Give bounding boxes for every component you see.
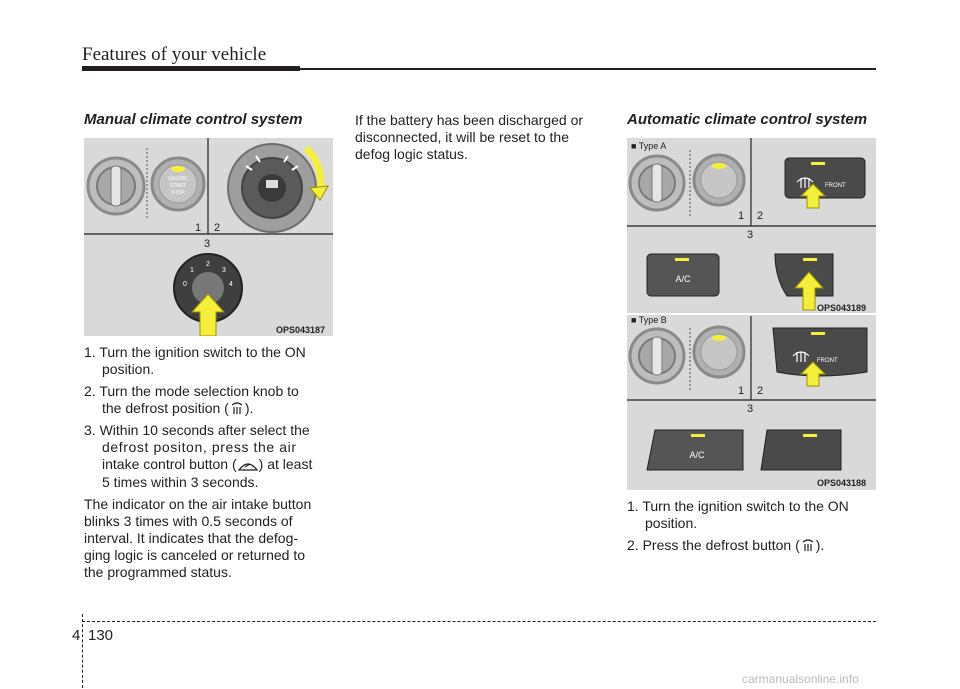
svg-text:FRONT: FRONT (825, 183, 846, 189)
svg-text:A/C: A/C (675, 274, 691, 284)
svg-text:A/C: A/C (689, 450, 705, 460)
manual-step-1-cont: position. (102, 361, 155, 377)
manual-note-line-3: interval. It indicates that the defog- (84, 529, 299, 546)
svg-text:0: 0 (183, 281, 187, 288)
battery-note-line-1: If the battery has been discharged or (355, 112, 584, 128)
auto-step-1-cont: position. (645, 515, 698, 531)
air-intake-button-icon (761, 430, 841, 470)
footer-vertical-rule (82, 614, 83, 688)
svg-text:STOP: STOP (171, 190, 185, 196)
manual-step-2-end: ). (244, 400, 254, 416)
defrost-icon (800, 538, 816, 554)
manual-climate-heading: Manual climate control system (84, 111, 303, 128)
svg-text:3: 3 (222, 267, 226, 274)
ac-button-icon (647, 254, 719, 296)
battery-note-line-2: disconnected, it will be reset to the (355, 129, 570, 145)
header-rule-thick (82, 66, 300, 71)
manual-step-3-end: ) at least (258, 456, 313, 473)
figure-label-2: 2 (757, 210, 764, 222)
auto-step-2-line (627, 537, 879, 554)
automatic-climate-heading: Automatic climate control system (627, 111, 868, 128)
auto-step-1: 1. Turn the ignition switch to the ON (627, 498, 849, 514)
front-defrost-button-icon (785, 158, 865, 198)
manual-step-2-cont: the defrost position ( (102, 400, 229, 416)
svg-text:4: 4 (229, 281, 233, 288)
manual-step-3-cont2: intake control button ( (102, 456, 237, 473)
footer-rule (82, 621, 876, 622)
header-rule-thin (300, 68, 876, 70)
defrost-icon (229, 401, 245, 417)
type-a-label: ■ Type A (631, 141, 667, 151)
battery-note-line-3: defog logic status. (355, 146, 468, 162)
ignition-key-icon (88, 158, 144, 214)
watermark: carmanualsonline.info (742, 672, 859, 686)
manual-climate-figure (84, 138, 333, 336)
automatic-climate-illustration (627, 138, 876, 490)
automatic-steps (627, 498, 879, 554)
engine-start-button-icon (694, 155, 744, 205)
svg-text:START: START (170, 183, 186, 189)
manual-step-3-cont: defrost positon, press the air (102, 439, 297, 456)
page-number: 130 (88, 627, 114, 644)
manual-note-line-2: blinks 3 times with 0.5 seconds of (84, 512, 293, 529)
engine-start-button-icon (152, 158, 204, 210)
figure-label-3: 3 (204, 238, 211, 250)
page-header-title: Features of your vehicle (82, 44, 267, 65)
battery-note (355, 112, 607, 163)
engine-start-button-icon (694, 327, 744, 377)
ignition-key-icon (630, 156, 684, 210)
manual-note-line-5: the programmed status. (84, 563, 232, 580)
svg-text:ENGINE: ENGINE (168, 176, 188, 182)
ac-button-icon (647, 430, 743, 470)
figure-code-b: OPS043188 (817, 478, 867, 488)
manual-note-line-1: The indicator on the air intake button (84, 495, 312, 512)
figure-label-1: 1 (738, 385, 745, 397)
manual-steps (84, 344, 336, 581)
automatic-climate-figure (627, 138, 876, 490)
manual-step-2-cont-line (84, 400, 336, 417)
mode-selection-knob-icon (228, 144, 316, 232)
figure-label-2: 2 (214, 222, 221, 234)
manual-step-3: 3. Within 10 seconds after select the (84, 422, 310, 439)
svg-text:1: 1 (190, 267, 194, 274)
manual-step-2: 2. Turn the mode selection knob to (84, 383, 299, 399)
figure-code: OPS043187 (276, 325, 326, 335)
figure-label-3: 3 (747, 403, 754, 415)
manual-step-3-cont3: 5 times within 3 seconds. (102, 473, 259, 490)
svg-text:2: 2 (206, 261, 210, 268)
manual-step-1: 1. Turn the ignition switch to the ON (84, 344, 306, 360)
type-b-label: ■ Type B (631, 315, 667, 325)
auto-step-2: 2. Press the defrost button ( (627, 537, 800, 553)
figure-label-3: 3 (747, 229, 754, 241)
figure-label-1: 1 (195, 222, 202, 234)
figure-code-a: OPS043189 (817, 303, 867, 313)
auto-step-2-end: ). (815, 537, 825, 553)
figure-label-2: 2 (757, 385, 764, 397)
svg-text:FRONT: FRONT (817, 358, 838, 364)
manual-note-line-4: ging logic is canceled or returned to (84, 546, 306, 563)
figure-label-1: 1 (738, 210, 745, 222)
air-intake-icon (237, 458, 259, 474)
manual-step-3-cont-line (84, 456, 336, 473)
ignition-key-icon (630, 329, 684, 383)
manual-climate-illustration (84, 138, 333, 336)
chapter-number: 4 (72, 627, 81, 644)
